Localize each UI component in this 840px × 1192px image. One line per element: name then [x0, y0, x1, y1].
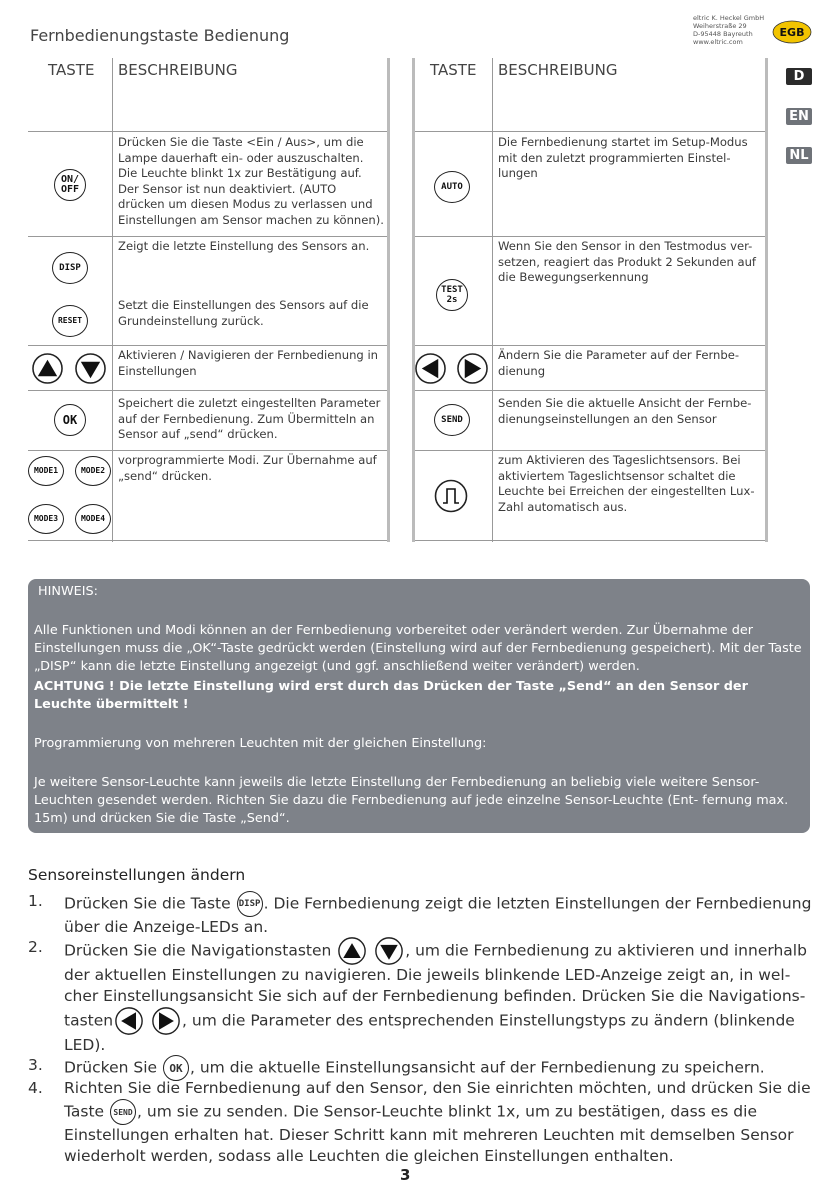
right-arrow-icon	[152, 1007, 180, 1035]
ok-button-inline: OK	[163, 1055, 189, 1081]
disp-description: Zeigt die letzte Einstellung des Sensors an.	[118, 239, 370, 253]
page-number: 3	[400, 1166, 411, 1184]
up-arrow-icon	[32, 353, 63, 384]
note-paragraph-2: Programmierung von mehreren Leuchten mit der gleichen Einstellung:	[34, 736, 487, 751]
lang-tab-nl[interactable]: NL	[786, 147, 812, 164]
mode3-button: MODE3	[28, 504, 64, 534]
ok-button: OK	[54, 404, 86, 436]
mode4-button: MODE4	[75, 504, 111, 534]
reset-description: Setzt die Einstellungen des Sensors auf die Grundeinstellung zurück.	[118, 298, 369, 328]
page-title: Fernbedienungstaste Bedienung	[30, 26, 290, 45]
on-off-button: ON/ OFF	[54, 169, 86, 201]
col-header-taste-right: TASTE	[430, 61, 477, 79]
daylight-description: zum Aktivieren des Tageslichtsensors. Bei aktiviertem Tageslichtsensor schaltet die Leuchte bei Erreichen der eingestellten Lux-Zahl automatisch aus.	[498, 453, 755, 514]
left-arrow-icon	[115, 1007, 143, 1035]
disp-button: DISP	[52, 252, 88, 284]
button-table-right	[412, 58, 772, 542]
up-down-description: Aktivieren / Navigieren der Fernbedienung in Einstellungen	[118, 348, 379, 378]
mode2-button: MODE2	[75, 456, 111, 486]
note-box	[28, 579, 810, 833]
step-1: 1. Drücken Sie die Taste DISP . Die Fernbedienung zeigt die letzten Einstellungen der Fernbedienung über die Anzeige-LEDs an.	[28, 892, 812, 936]
test-description: Wenn Sie den Sensor in den Testmodus ver-setzen, reagiert das Produkt 2 Sekunden auf die Bewegungserkennung	[498, 239, 757, 285]
up-arrow-icon	[338, 937, 366, 965]
left-right-description: Ändern Sie die Parameter auf der Fernbe-dienung	[498, 348, 740, 378]
company-address: eltric K. Heckel GmbH Weiherstraße 29 D-95448 Bayreuth www.eltric.com	[693, 14, 765, 46]
note-paragraph-1: Alle Funktionen und Modi können an der Fernbedienung vorbereitet oder verändert werden. Zur Übernahme der Einstellungen muss die „OK“-Taste gedrückt werden (Einstellung wird auf der Fernbedienung gespeichert). Mit der Taste „DISP“ kann die letzte Einstellung angezeigt (und ggf. anschließend weiter verändert) werden.	[34, 623, 802, 674]
lang-tab-en[interactable]: EN	[786, 108, 812, 125]
note-paragraph-3: Je weitere Sensor-Leuchte kann jeweils die letzte Einstellung der Fernbedienung an beliebig viele weitere Sensor-Leuchten gesendet werden. Richten Sie dazu die Fernbedienung auf jede einzelne Sensor-Leuchte (Ent- fernung max. 15m) und drücken Sie die Taste „Send“.	[34, 775, 789, 826]
daylight-sensor-icon	[434, 479, 468, 513]
egb-logo	[772, 20, 812, 44]
ok-description: Speichert die zuletzt eingestellten Parameter auf der Fernbedienung. Zum Übermitteln an Sensor auf „send“ drücken.	[118, 396, 381, 442]
down-arrow-icon	[75, 353, 106, 384]
mode-description: vorprogrammierte Modi. Zur Übernahme auf „send“ drücken.	[118, 453, 377, 483]
reset-button: RESET	[52, 305, 88, 337]
send-button: SEND	[434, 404, 470, 436]
step-3: 3. Drücken Sie OK , um die aktuelle Einstellungsansicht auf der Fernbedienung zu speichern.	[28, 1055, 818, 1079]
test-button: TEST 2s	[436, 279, 468, 311]
auto-button: AUTO	[434, 171, 470, 203]
step-4: 4. Richten Sie die Fernbedienung auf den Sensor, den Sie einrichten möchten, und drücken Sie die Taste SEND , um sie zu senden. Die Sensor-Leuchte blinkt 1x, um zu bestätigen, dass es die Einstellungen erhalten hat. Dieser Schritt kann mit mehreren Leuchten mit demselben Sensor wiederholt werden, sodass alle Leuchten die gleichen Einstellungen enthalten.	[28, 1079, 811, 1165]
right-arrow-icon	[457, 353, 488, 384]
step-2: 2. Drücken Sie die Navigationstasten , um die Fernbedienung zu aktivieren und innerhalb der aktuellen Einstellungen zu navigieren. Die jeweils blinkende LED-Anzeige zeigt an, in wel-cher Einstellungsansicht Sie sich auf der Fernbedienung befinden. Drücken Sie die Navigations- tasten , um die Parameter des entsprechenden Einstellungstyps zu ändern (blinkende LED).	[28, 938, 807, 1054]
svg-text:EGB: EGB	[779, 26, 805, 39]
note-warning: ACHTUNG ! Die letzte Einstellung wird erst durch das Drücken der Taste „Send“ an den Sensor der Leuchte übermittelt !	[34, 679, 748, 712]
note-heading: HINWEIS:	[38, 584, 98, 599]
button-table-left	[28, 58, 390, 542]
send-button-inline: SEND	[110, 1099, 136, 1125]
mode1-button: MODE1	[28, 456, 64, 486]
disp-button-inline: DISP	[237, 891, 263, 917]
col-header-beschreibung-right: BESCHREIBUNG	[498, 61, 618, 79]
col-header-beschreibung: BESCHREIBUNG	[118, 61, 238, 79]
left-arrow-icon	[415, 353, 446, 384]
lang-tab-d[interactable]: D	[786, 68, 812, 85]
on-off-description: Drücken Sie die Taste <Ein / Aus>, um die Lampe dauerhaft ein- oder auszuschalten. Die Leuchte blinkt 1x zur Bestätigung auf. Der Sensor ist nun deaktiviert. (AUTO drücken um diesen Modus zu verlassen und Einstellungen am Sensor machen zu können).	[118, 135, 384, 227]
section-title: Sensoreinstellungen ändern	[28, 866, 246, 884]
send-description: Senden Sie die aktuelle Ansicht der Fernbe-dienungseinstellungen an den Sensor	[498, 396, 752, 426]
col-header-taste: TASTE	[48, 61, 95, 79]
auto-description: Die Fernbedienung startet im Setup-Modus mit den zuletzt programmierten Einstel-lungen	[498, 135, 748, 181]
down-arrow-icon	[375, 937, 403, 965]
